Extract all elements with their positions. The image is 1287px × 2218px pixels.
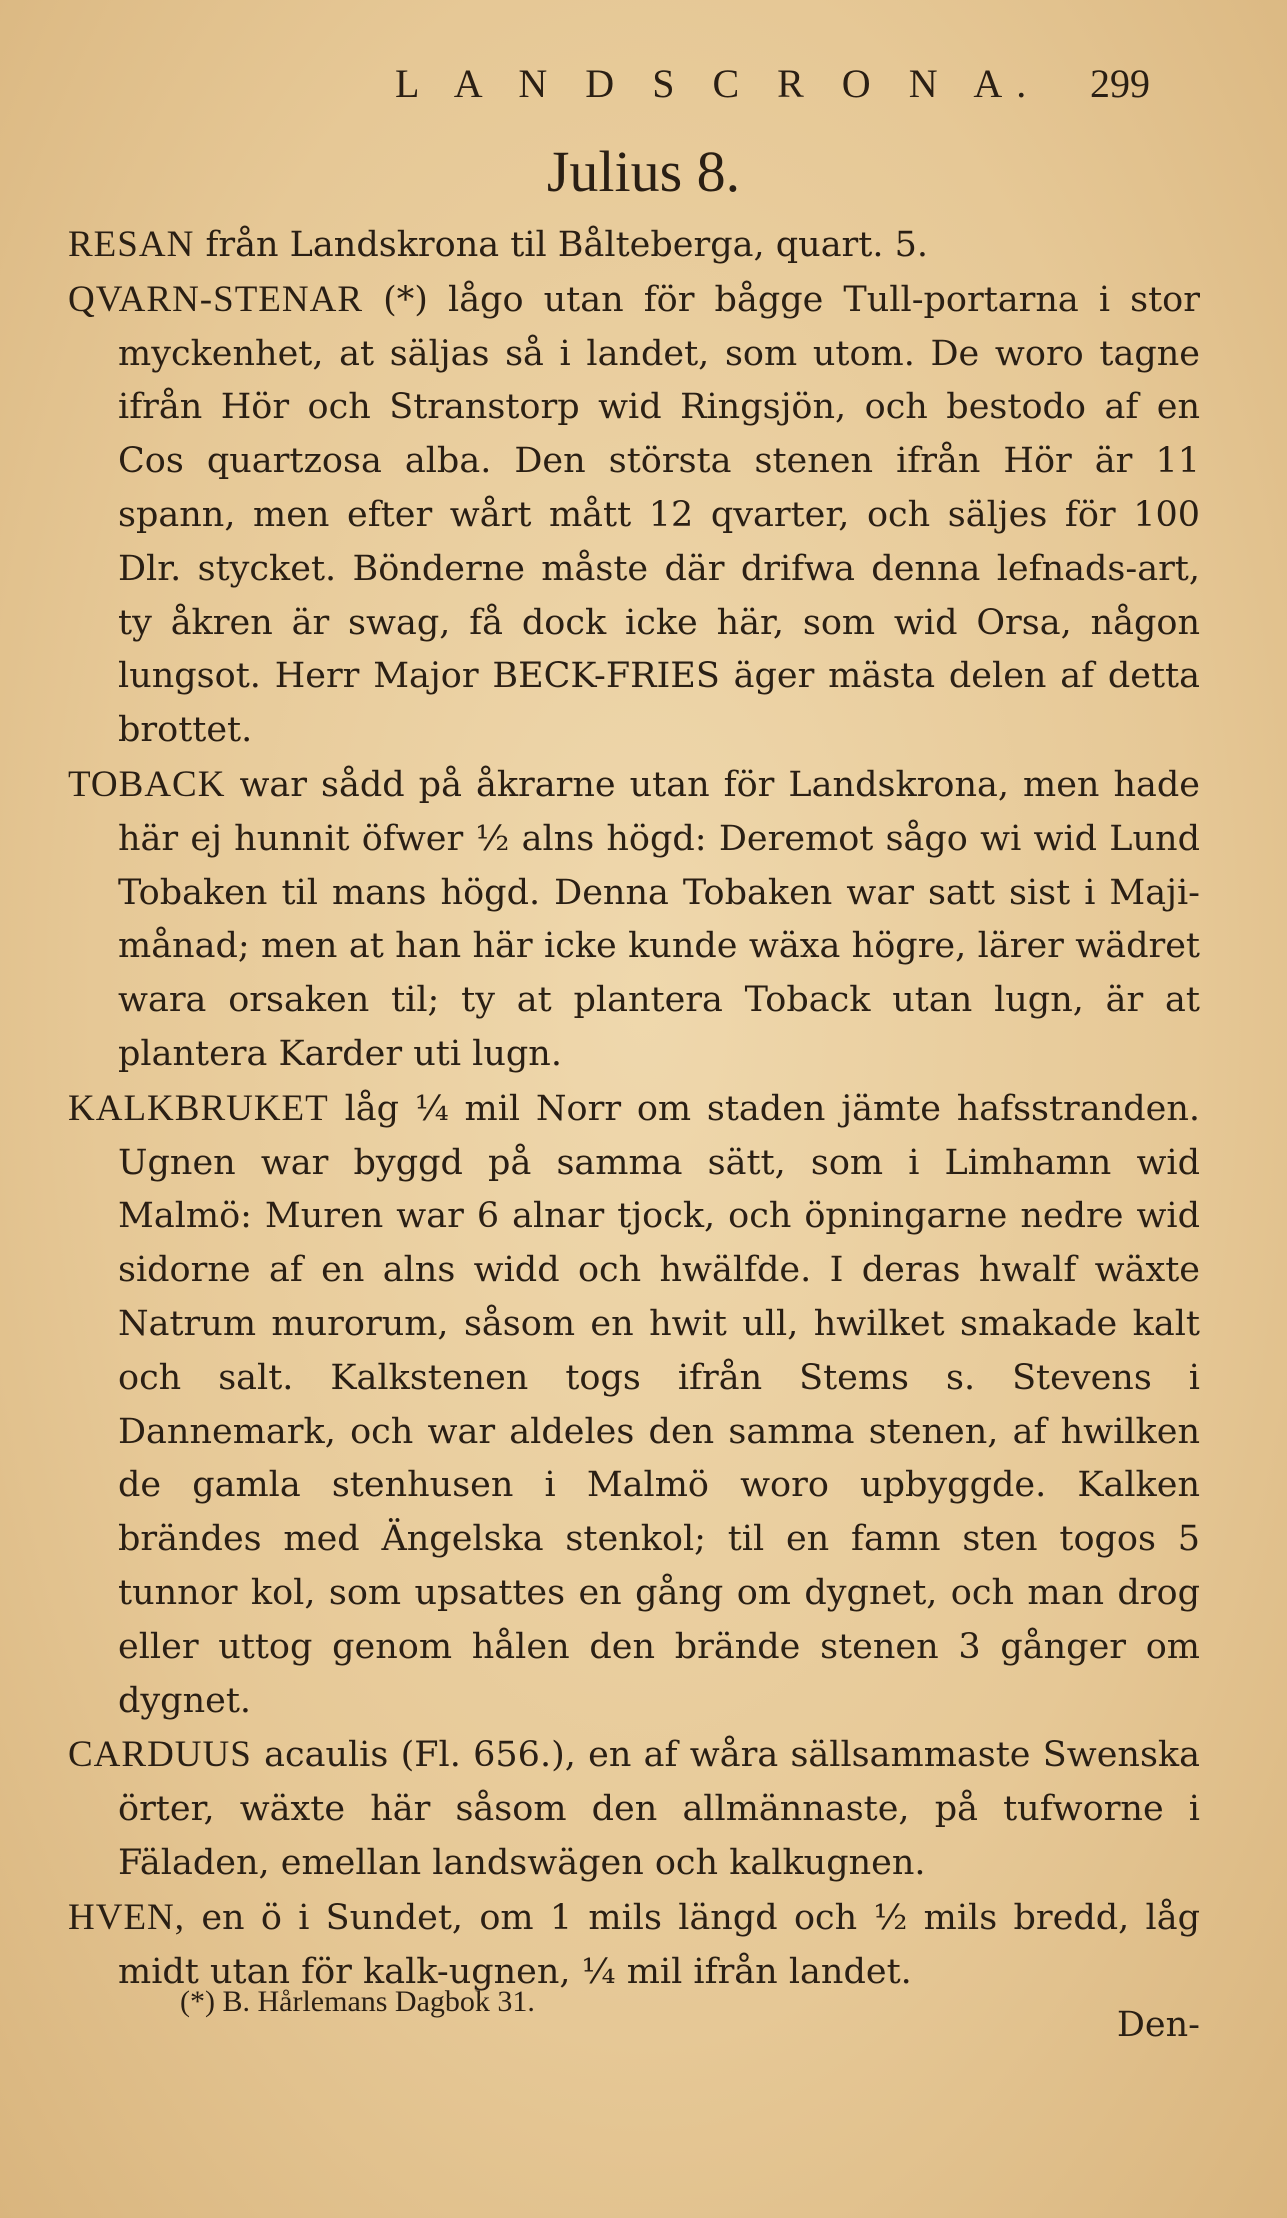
paragraph-text: från Landskrona til Bålteberga, quart. 5. [205, 225, 928, 265]
paragraph-toback [68, 758, 1200, 1082]
paragraph-carduus [68, 1728, 1200, 1890]
paragraph-qvarn-stenar [68, 273, 1200, 758]
paragraph-text: war sådd på åkrarne utan för Landskrona, men hade här ej hunnit öfwer ½ alns högd: Deremot sågo wi wid Lund Tobaken til mans högd. Denna Tobaken war satt sist i Maji-månad; men at han här icke kunde wäxa högre, lärer wädret wara orsaken til; ty at plantera Toback utan lugn, är at plantera Karder uti lugn. [118, 764, 1200, 1074]
paragraph-lead: TOBACK [68, 763, 226, 805]
paragraph-text: (*) lågo utan för bågge Tull-portarna i stor myckenhet, at säljas så i landet, som utom. De woro tagne ifrån Hör och Stranstorp wid Ringsjön, och bestodo af en Cos quartzosa alba. Den största stenen ifrån Hör är 11 spann, men efter wårt mått 12 qvarter, och säljes för 100 Dlr. stycket. Bönderne måste där drifwa denna lefnads-art, ty åkren är swag, få dock icke här, som wid Orsa, någon lungsot. Herr Major BECK-FRIES äger mästa delen af detta brottet. [118, 279, 1200, 751]
paragraph-text: acaulis (Fl. 656.), en af wåra sällsammaste Swenska örter, wäxte här såsom den allmännaste, på tufworne i Fäladen, emellan landswägen och kalkugnen. [118, 1735, 1200, 1883]
paragraph-lead: QVARN-STENAR [68, 278, 364, 320]
paragraph-lead: HVEN, [68, 1896, 186, 1938]
date-heading: Julius 8. [546, 139, 741, 204]
catchword: Den- [1116, 2005, 1200, 2046]
running-head-title: L A N D S C R O N A. [395, 61, 1041, 106]
paragraph-lead: CARDUUS [68, 1734, 252, 1776]
paragraph-text: en ö i Sundet, om 1 mils längd och ½ mils bredd, låg midt utan för kalk-ugnen, ¼ mil ifrån landet. [118, 1897, 1200, 1992]
paragraph-kalkbruket [68, 1082, 1200, 1729]
paragraph-resan [68, 218, 1200, 273]
paragraph-text: låg ¼ mil Norr om staden jämte hafsstranden. Ugnen war byggd på samma sätt, som i Limhamn wid Malmö: Muren war 6 alnar tjock, och öpningarne nedre wid sidorne af en alns widd och hwälfde. I deras hwalf wäxte Natrum murorum, såsom en hwit ull, hwilket smakade kalt och salt. Kalkstenen togs ifrån Stems s. Stevens i Dannemark, och war aldeles den samma stenen, af hwilken de gamla stenhusen i Malmö woro upbyggde. Kalken brändes med Ängelska stenkol; til en famn sten togos 5 tunnor kol, som upsattes en gång om dygnet, och man drog eller uttog genom hålen den brände stenen 3 gånger om dygnet. [118, 1088, 1200, 1721]
page-number: 299 [1090, 61, 1150, 106]
paragraph-lead: KALKBRUKET [68, 1087, 329, 1129]
paragraph-hven [68, 1891, 1200, 2000]
paragraph-lead: RESAN [68, 224, 195, 265]
footnote: (*) B. Hårlemans Dagbok 31. [180, 1985, 535, 2018]
running-head [0, 60, 1287, 120]
page-body [68, 218, 1200, 2053]
